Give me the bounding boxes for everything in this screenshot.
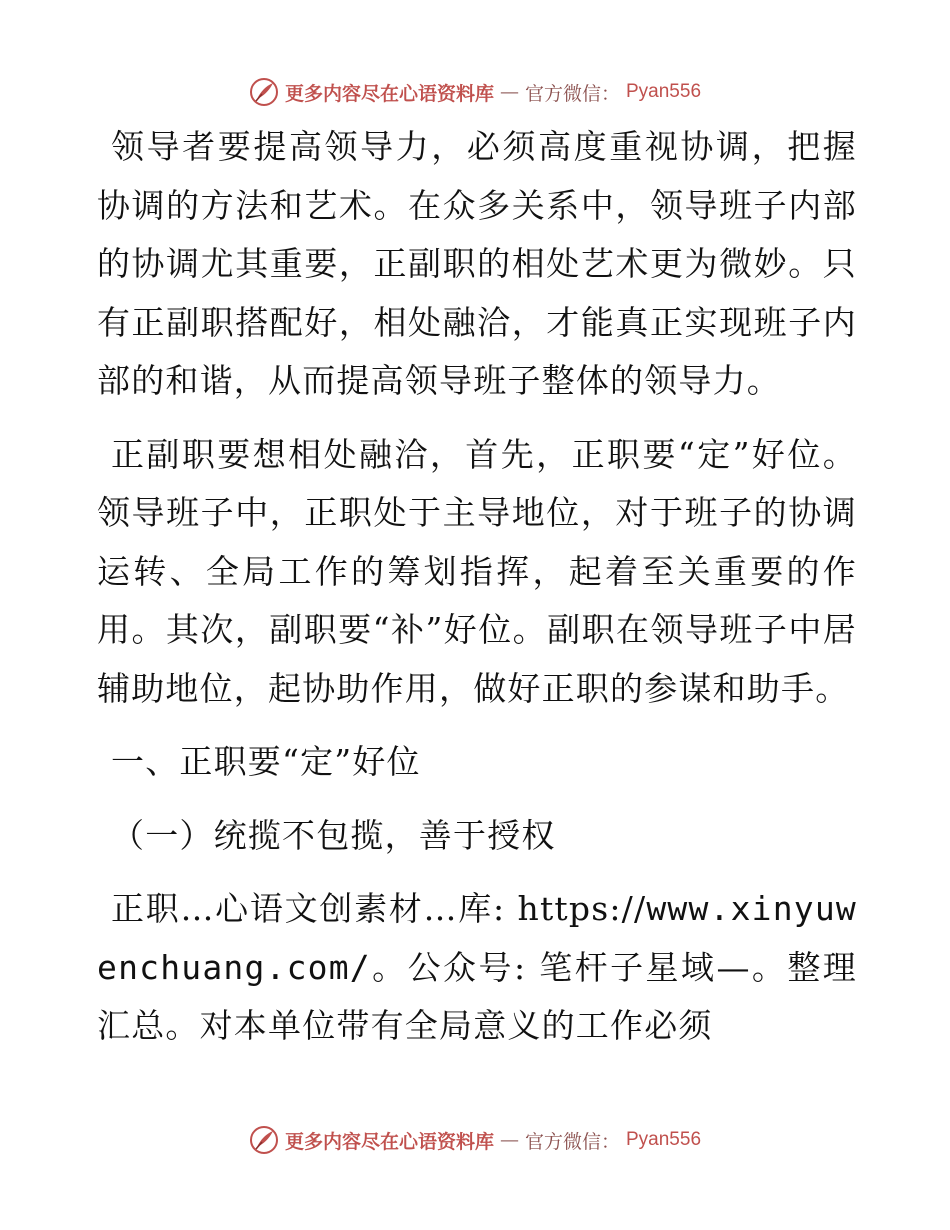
- document-body: [97, 118, 857, 1071]
- banner-content: [249, 77, 701, 107]
- banner-wechat-id: Pyan556: [626, 1129, 702, 1150]
- paragraph-overview: 正副职要想相处融洽，首先，正职要“定”好位。领导班子中，正职处于主导地位，对于班子的协调运转、全局工作的筹划指挥，起着至关重要的作用。其次，副职要“补”好位。副职在领导班子中居辅助地位，起协助作用，做好正职的参谋和助手。: [97, 434, 857, 708]
- source-url: www.xinyuwenchuang.com/: [97, 889, 857, 987]
- paragraph-body: [97, 880, 857, 1056]
- banner-dash: —: [499, 81, 519, 103]
- section-heading: 一、正职要“定”好位: [111, 742, 421, 781]
- body-text-part3: 。公众号: 笔杆子星域—。整理汇总。对本单位带有全局意义的工作必须: [97, 947, 857, 1045]
- footer-banner: [0, 1120, 950, 1160]
- header-banner: [0, 72, 950, 112]
- banner-title: 更多内容尽在心语资料库: [284, 1130, 494, 1153]
- banner-wechat-id: Pyan556: [626, 81, 702, 102]
- subsection-heading: （一）统揽不包揽，善于授权: [111, 815, 556, 855]
- quill-logo-icon: [249, 1125, 279, 1155]
- banner-title: 更多内容尽在心语资料库: [284, 82, 494, 105]
- body-text-part1: 正职…心语文创素材…库: https://: [111, 889, 647, 928]
- paragraph-intro: 领导者要提高领导力，必须高度重视协调，把握协调的方法和艺术。在众多关系中，领导班子内部的协调尤其重要，正副职的相处艺术更为微妙。只有正副职搭配好，相处融洽，才能真正实现班子内部的和谐，从而提高领导班子整体的领导力。: [97, 127, 857, 400]
- banner-wechat-label: 官方微信：: [524, 1130, 620, 1153]
- banner-dash: —: [499, 1129, 519, 1151]
- banner-wechat-label: 官方微信：: [524, 82, 620, 105]
- banner-content: [249, 1125, 701, 1155]
- quill-logo-icon: [249, 77, 279, 107]
